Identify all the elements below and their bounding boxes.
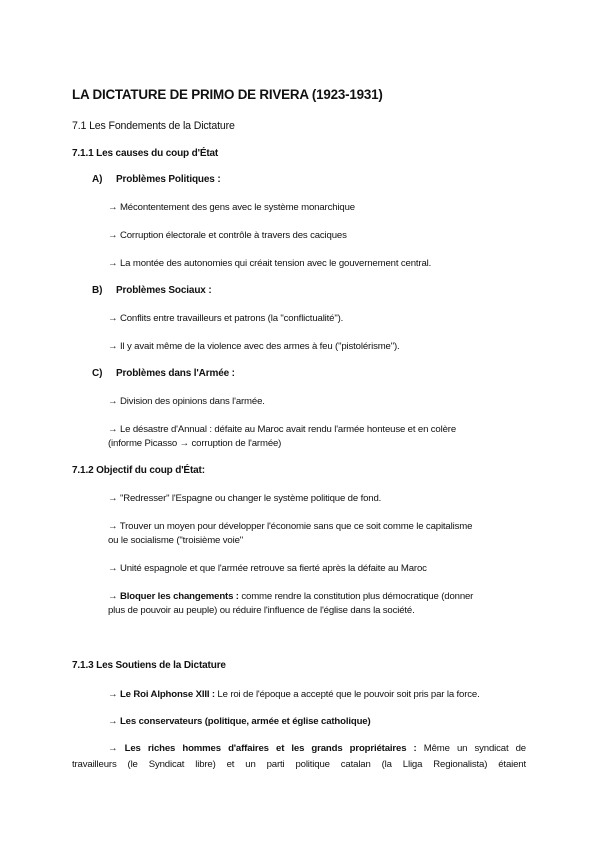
list-item: → Division des opinions dans l'armée. [108, 396, 265, 407]
list-item: → La montée des autonomies qui créait tension avec le gouvernement central. [108, 258, 432, 269]
list-item: → Le désastre d'Annual : défaite au Maroc avait rendu l'armée honteuse et en colère [108, 424, 457, 435]
cause-a-title: Problèmes Politiques : [116, 174, 221, 185]
cause-b-heading [92, 284, 212, 297]
subsection-heading-7-1-1: 7.1.1 Les causes du coup d'État [72, 148, 219, 159]
emphasis: Les riches hommes d'affaires et les grands propriétaires : [124, 743, 417, 754]
list-item-continuation: plus de pouvoir au peuple) ou réduire l'influence de l'église dans la société. [108, 605, 415, 616]
cause-c-heading [92, 367, 235, 380]
cause-a-heading [92, 173, 221, 186]
list-item-continuation: travailleurs (le Syndicat libre) et un parti politique catalan (la Lliga Regionalista) étaient [72, 759, 526, 770]
list-item [108, 715, 371, 728]
list-item: → Trouver un moyen pour développer l'économie sans que ce soit comme le capitalisme [108, 521, 473, 532]
arrow: → [108, 689, 120, 700]
list-item-text: Même un syndicat de [416, 743, 526, 754]
list-item-continuation: (informe Picasso → corruption de l'armée) [108, 438, 282, 449]
cause-a-label: A) [92, 174, 103, 185]
list-item: → Il y avait même de la violence avec des armes à feu ("pistolérisme"). [108, 341, 400, 352]
list-item: → Conflits entre travailleurs et patrons (la "conflictualité"). [108, 313, 344, 324]
list-item-text: Le roi de l'époque a accepté que le pouvoir soit pris par la force. [214, 689, 480, 700]
emphasis: Bloquer les changements : [119, 591, 239, 602]
list-item: → Unité espagnole et que l'armée retrouve sa fierté après la défaite au Maroc [108, 563, 427, 574]
list-item-continuation: ou le socialisme ("troisième voie" [108, 535, 244, 546]
section-heading-7-1: 7.1 Les Fondements de la Dictature [72, 120, 235, 132]
subsection-heading-7-1-2: 7.1.2 Objectif du coup d'État: [72, 465, 205, 476]
list-item: → Corruption électorale et contrôle à travers des caciques [108, 230, 347, 241]
list-item [108, 688, 480, 701]
list-item [108, 742, 526, 755]
cause-c-title: Problèmes dans l'Armée : [116, 368, 235, 379]
arrow: → [108, 591, 120, 602]
arrow: → [108, 743, 125, 754]
emphasis: Les conservateurs (politique, armée et église catholique) [119, 716, 371, 727]
list-item: → Mécontentement des gens avec le système monarchique [108, 202, 355, 213]
cause-b-label: B) [92, 285, 103, 296]
document-title: LA DICTATURE DE PRIMO DE RIVERA (1923-1931) [72, 87, 383, 102]
cause-b-title: Problèmes Sociaux : [116, 285, 212, 296]
subsection-heading-7-1-3: 7.1.3 Les Soutiens de la Dictature [72, 660, 226, 671]
cause-c-label: C) [92, 368, 103, 379]
list-item-text: comme rendre la constitution plus démocratique (donner [238, 591, 474, 602]
list-item [108, 590, 473, 603]
list-item: → "Redresser" l'Espagne ou changer le système politique de fond. [108, 493, 382, 504]
arrow: → [108, 716, 120, 727]
emphasis: Le Roi Alphonse XIII : [119, 689, 215, 700]
